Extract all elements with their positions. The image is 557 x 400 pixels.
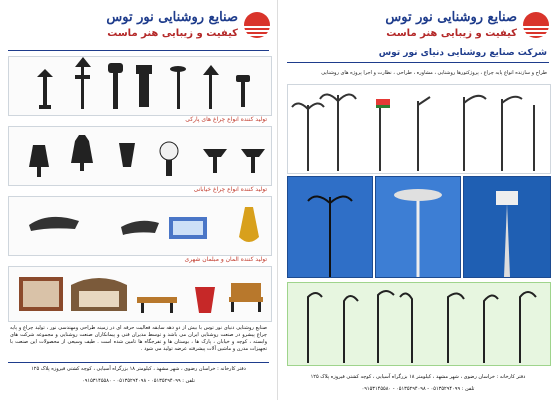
garden-lamps-photo [8,56,272,116]
street-furniture-photo [8,266,272,322]
furniture-section-caption: تولید کننده المان و مبلمان شهری [184,256,267,263]
right-phones: تلفن : ۰۵۱۳۵۲۹۴۰۹۹ - ۰۵۱۳۵۲۹۴۰۹۸ - ۰۹۱۵۳۱۴۵۵۸۰ [361,386,475,392]
street-lamp-heads-photo [8,196,272,256]
park-poles-green-photo [287,282,551,366]
left-phones: تلفن : ۰۵۱۳۵۲۹۴۰۹۹ - ۰۵۱۳۵۲۹۴۰۹۸ - ۰۹۱۵۳۱۴۵۵۸۰ [82,378,195,384]
highmast-sky-photo [463,176,551,278]
right-page-subtitle: طراح و سازنده انواع پایه چراغ ، پروژکتورها روشنایی ، مشاوره ، طراحی ، نظارت و اجرا پروژه های روشنایی [321,70,547,76]
park-section-caption: تولید کننده انواع چراغ های پارکی [185,116,267,123]
slogan: کیفیت و زیبایی هنر ماست [386,28,517,39]
header-divider [8,50,269,51]
right-header [279,4,557,46]
slogan: کیفیت و زیبایی هنر ماست [107,28,238,39]
title-divider [287,62,549,63]
brochure-right-page [279,0,557,400]
sun-logo-icon [242,10,272,40]
street-section-caption: تولید کننده انواع چراغ خیابانی [193,186,267,193]
sun-logo-icon [521,10,551,40]
decorative-poles-photo [287,84,551,174]
right-page-title: شرکت صنایع روشنایی دنیای نور توس [378,48,547,58]
left-header [0,4,278,46]
company-description: صنایع روشنایی دنیای نور توس با بیش از دو دهه سابقه فعالیت حرفه ای در زمینه طراحی ومهندسی نور ، تولید چراغ و پایه چراغ پیشرو در صنعت روشنایی ایران می باشد و توسط مدیران فنی و پیمانکاران صنعت روشنایی و مجموعه شرکت های وابسته ، کوچه و خیابان ، پارک ها ، بوستان ها و تفرجگاه ها تامین شده است . طیف وسیعی از محصولات این صنعت با تجهیزات مدرن و ماشین آلات پیشرفته عرضه تولید می شود . [10,325,267,352]
company-name: صنایع روشنایی نور توس [106,10,238,25]
footer-divider [8,362,269,363]
park-lamp-heads-photo [8,126,272,186]
right-address: دفتر کارخانه : خراسان رضوی ، شهر مشهد ، کیلومتر ۱۸ بزرگراه آسیایی ، کوچه کشتی فیروزه پلاک ۱۲۵ [310,374,526,380]
company-name: صنایع روشنایی نور توس [385,10,517,25]
brochure-left-page [0,0,278,400]
left-address: دفتر کارخانه : خراسان رضوی ، شهر مشهد ، کیلومتر ۱۸ بزرگراه آسیایی ، کوچه کشتی فیروزه پلاک ۱۲۵ [31,366,246,372]
pole-sky-photo-1 [287,176,373,278]
pole-sky-photo-2 [375,176,461,278]
